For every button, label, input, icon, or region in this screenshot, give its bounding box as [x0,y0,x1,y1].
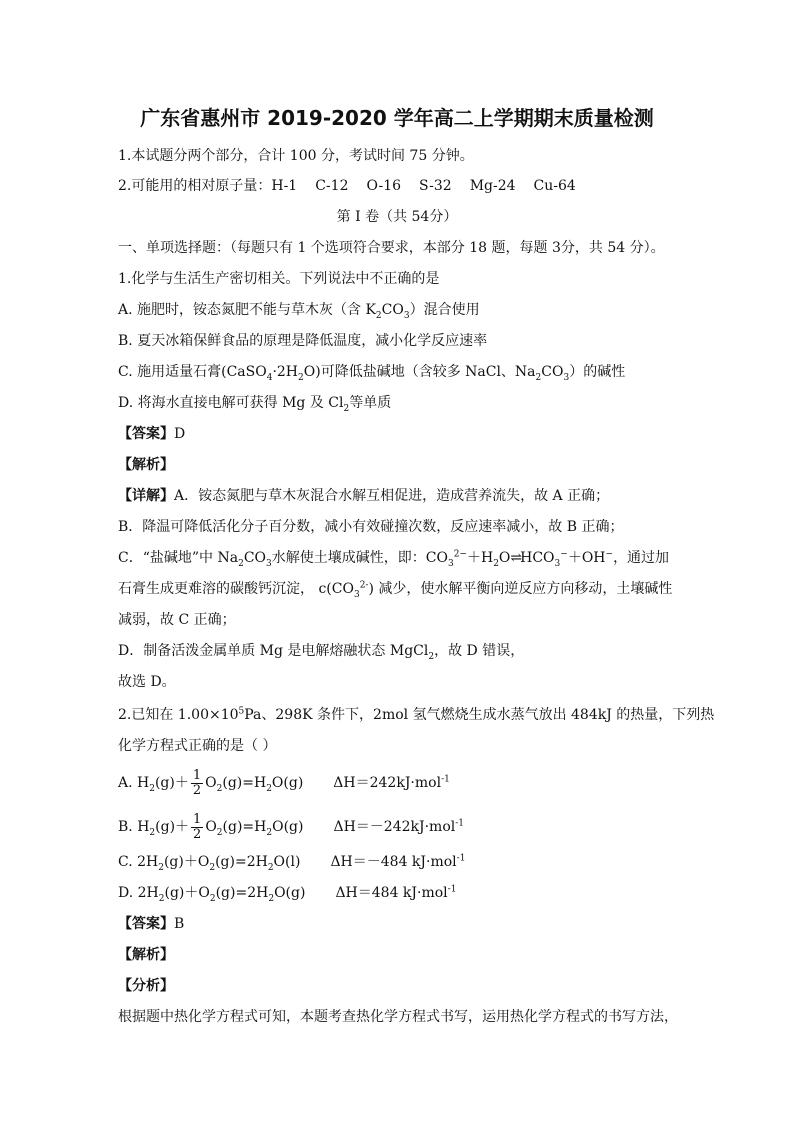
equilibrium-arrow-icon: ⇌ [510,550,521,566]
q1-option-c: C. 施用适量石膏$(CaSO_4\cdot 2H_2O)$可降低盐碱地（含较多 NaCl、$Na_2CO_3$）的碱性 [118,364,626,383]
page-title: 广东省惠州市 2019-2020 学年高二上学期期末质量检测 [140,106,654,130]
section-instruction: 一、单项选择题：（每题只有 1 个选项符合要求，本部分 18 题，每题 3分，共 54 分）。 [118,240,665,256]
q2-answer: 【答案】B [118,916,185,932]
q1-explanation-d: D．制备活泼金属单质 Mg 是电解熔融状态 MgCl$_2$，故 D 错误， [118,643,525,662]
q1-option-b: B. 夏天冰箱保鲜食品的原理是降低温度，减小化学反应速率 [118,333,488,349]
q2-option-b: B. $H_2(g)+$ $\frac{1}{2}$ $O_2(g)=H_2O(g)$ ΔH＝－242kJ·mol$^{-1}$ [118,811,465,842]
q2-option-a: A. $H_2(g)+$ $\frac{1}{2}$ $O_2(g)=H_2O(g)$ ΔH＝242kJ·mol$^{-1}$ [118,767,450,798]
q1-option-a: A. 施肥时，铵态氮肥不能与草木灰（含 $K_2CO_3$）混合使用 [118,302,480,321]
q1-explanation-c: C．“盐碱地”中 $Na_2CO_3$水解使土壤成碱性，即：$CO_3^{2-}+H_2O\rightleftharpoons HCO_3^-+OH^-$，通过加 [118,549,670,569]
q1-stem: 1.化学与生活生产密切相关。下列说法中不正确的是 [118,271,440,287]
q2-analysis-label: 【解析】 [118,947,174,963]
one-half-fraction: $\frac{1}{2}$ [193,811,202,842]
q1-explanation-a: 【详解】A．铵态氮肥与草木灰混合水解互相促进，造成营养流失，故 A 正确； [118,488,610,504]
note-2: 2.可能用的相对原子量：H-1 C-12 O-16 S-32 Mg-24 Cu-64 [118,178,576,194]
one-half-fraction: $\frac{1}{2}$ [192,767,202,798]
q2-stem-line2: 化学方程式正确的是（ ） [118,738,277,754]
q1-analysis-label: 【解析】 [118,457,174,473]
q1-answer: 【答案】D [118,426,186,442]
note-1: 1.本试题分两个部分，合计 100 分，考试时间 75 分钟。 [118,148,474,164]
q1-explanation-c-line2: 石膏生成更难溶的碳酸钙沉淀， $c(CO_3^{2-})$ 减少，使水解平衡向逆反应方向移动，土壤碱性 [118,580,673,600]
q2-option-c: C. $2H_2(g)+O_2(g)=2H_2O(l)$ ΔH＝－484 kJ·mol$^{-1}$ [118,853,466,873]
q2-fenxi-label: 【分析】 [118,978,174,994]
q2-stem-line1: 2.已知在 $1.00\times 10^5Pa$、298K 条件下，2mol 氢气燃烧生成水蒸气放出 484kJ 的热量，下列热 [118,706,715,723]
q1-option-d: D. 将海水直接电解可获得 Mg 及 $Cl_2$等单质 [118,395,392,414]
q2-option-d: D. $2H_2(g)+O_2(g)=2H_2O(g)$ ΔH＝484 kJ·mol$^{-1}$ [118,884,457,904]
q1-explanation-c-line3: 减弱，故 C 正确； [118,612,236,628]
section-title: 第 I 卷（共 54分） [336,209,458,225]
q1-explanation-b: B．降温可降低活化分子百分数，减小有效碰撞次数，反应速率减小，故 B 正确； [118,519,624,535]
q1-conclusion: 故选 D。 [118,674,176,690]
q2-fenxi-text: 根据题中热化学方程式可知，本题考查热化学方程式书写，运用热化学方程式的书写方法， [118,1009,678,1025]
